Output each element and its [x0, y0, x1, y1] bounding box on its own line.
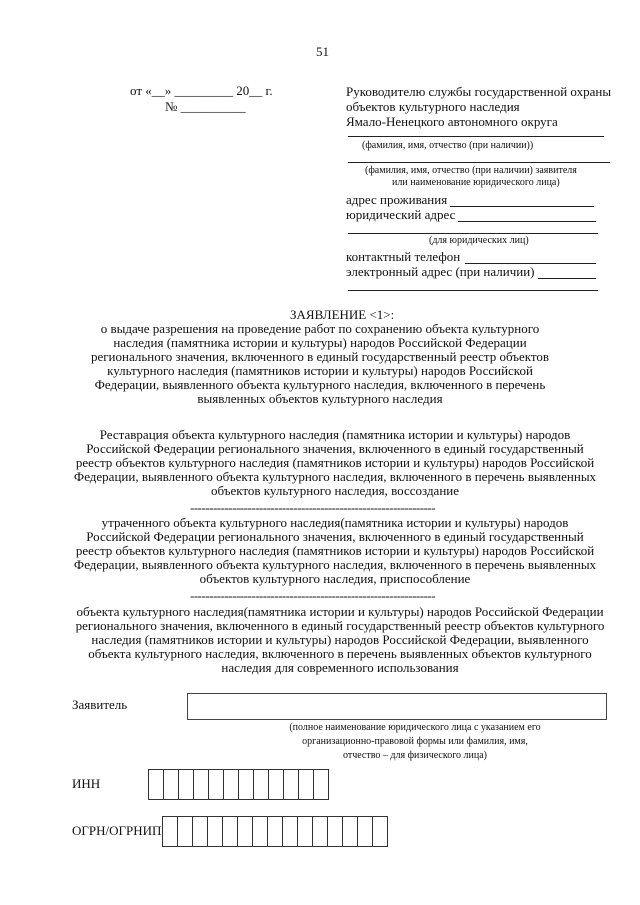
- recipient-line-1: Руководителю службы государственной охраны: [346, 84, 612, 99]
- subject-line: о выдаче разрешения на проведение работ по сохранению объекта культурного: [100, 321, 540, 336]
- work-type-adaptation: [0, 605, 640, 675]
- block-line: утраченного объекта культурного наследия(памятника истории и культуры) народов: [101, 515, 569, 530]
- block-line: объекта культурного наследия, включенного в перечень выявленных объектов культурного: [88, 646, 592, 661]
- block-line: объекта культурного наследия(памятника истории и культуры) народов Российской Федерации: [76, 604, 604, 619]
- ogrn-label: ОГРН/ОГРНИП: [72, 823, 162, 838]
- applicant-hint-line: отчество – для физического лица): [342, 750, 488, 761]
- block-line: Российской Федерации регионального значения, включенного в единый государственный: [86, 441, 584, 456]
- block-line: наследия (памятников истории и культуры) народов Российской Федерации, выявленного: [91, 632, 589, 647]
- ogrn-cell[interactable]: [192, 816, 208, 847]
- date-line: от «__» _________ 20__ г.: [130, 83, 273, 98]
- email-underline: [538, 278, 596, 279]
- ogrn-cell[interactable]: [162, 816, 178, 847]
- hint-applicant-2: или наименование юридического лица): [392, 177, 560, 188]
- extra-underline: [348, 290, 598, 291]
- inn-label: ИНН: [72, 776, 101, 791]
- fio-underline: [348, 136, 604, 137]
- subject-line: регионального значения, включенного в единый государственный реестр объектов: [90, 349, 550, 364]
- ogrn-cell[interactable]: [297, 816, 313, 847]
- ogrn-cell[interactable]: [222, 816, 238, 847]
- inn-cell[interactable]: [178, 769, 194, 800]
- ogrn-cell[interactable]: [312, 816, 328, 847]
- ogrn-cell[interactable]: [282, 816, 298, 847]
- ogrn-cell[interactable]: [252, 816, 268, 847]
- ogrn-cell[interactable]: [267, 816, 283, 847]
- number-line: № __________: [165, 99, 246, 114]
- block-line: наследия для современного использования: [221, 660, 459, 675]
- address-label: адрес проживания: [346, 192, 448, 207]
- inn-cell[interactable]: [313, 769, 329, 800]
- applicant-fio-underline: [348, 162, 610, 163]
- address-underline: [450, 206, 594, 207]
- legal-address-label: юридический адрес: [346, 207, 456, 222]
- ogrn-cell[interactable]: [237, 816, 253, 847]
- subject-line: выявленных объектов культурного наследия: [197, 391, 443, 406]
- recipient-line-3: Ямало-Ненецкого автономного округа: [346, 114, 558, 129]
- applicant-field[interactable]: [187, 693, 607, 720]
- inn-cell[interactable]: [298, 769, 314, 800]
- statement-heading: ЗАЯВЛЕНИЕ <1>:: [290, 307, 395, 322]
- inn-cell[interactable]: [193, 769, 209, 800]
- inn-cell[interactable]: [208, 769, 224, 800]
- block-line: Российской Федерации регионального значения, включенного в единый государственный: [86, 529, 584, 544]
- separator-2: ----------------------------------------------------------------: [190, 588, 436, 603]
- applicant-hint-line: организационно-правовой формы или фамилия, имя,: [302, 736, 528, 747]
- statement-subject: [0, 322, 640, 406]
- email-label: электронный адрес (при наличии): [346, 264, 535, 279]
- block-line: объектов культурного наследия, воссоздание: [210, 483, 460, 498]
- inn-cells[interactable]: [148, 769, 328, 800]
- inn-cell[interactable]: [163, 769, 179, 800]
- hint-legal: (для юридических лиц): [429, 235, 529, 246]
- phone-label: контактный телефон: [346, 249, 461, 264]
- block-line: Федерации, выявленного объекта культурного наследия, включенного в перечень выявленных: [73, 557, 597, 572]
- hint-fio: (фамилия, имя, отчество (при наличии)): [362, 140, 534, 151]
- block-line: реестр объектов культурного наследия (памятников истории и культуры) народов Российской: [75, 455, 595, 470]
- applicant-label: Заявитель: [72, 697, 128, 712]
- applicant-hint-line: (полное наименование юридического лица с указанием его: [289, 722, 541, 733]
- inn-cell[interactable]: [253, 769, 269, 800]
- block-line: реестр объектов культурного наследия (памятников истории и культуры) народов Российской: [75, 543, 595, 558]
- recipient-line-2: объектов культурного наследия: [346, 99, 520, 114]
- hint-applicant-1: (фамилия, имя, отчество (при наличии) заявителя: [365, 165, 577, 176]
- block-line: Федерации, выявленного объекта культурного наследия, включенного в перечень выявленных: [73, 469, 597, 484]
- separator-1: ----------------------------------------------------------------: [190, 500, 436, 515]
- inn-cell[interactable]: [268, 769, 284, 800]
- inn-cell[interactable]: [238, 769, 254, 800]
- work-type-restoration: [0, 428, 640, 498]
- block-line: объектов культурного наследия, приспособление: [199, 571, 471, 586]
- subject-line: наследия (памятника истории и культуры) народов Российской Федерации: [113, 335, 527, 350]
- block-line: регионального значения, включенного в единый государственный реестр объектов культурного: [75, 618, 605, 633]
- page-number: 51: [316, 44, 329, 59]
- subject-line: Федерации, выявленного объекта культурного наследия, включенного в перечень: [94, 377, 546, 392]
- ogrn-cell[interactable]: [372, 816, 388, 847]
- work-type-recreation: [0, 516, 640, 586]
- inn-cell[interactable]: [148, 769, 164, 800]
- subject-line: культурного наследия (памятников истории и культуры) народов Российской: [107, 363, 533, 378]
- ogrn-cell[interactable]: [327, 816, 343, 847]
- block-line: Реставрация объекта культурного наследия (памятника истории и культуры) народов: [99, 427, 571, 442]
- applicant-hint: [250, 721, 580, 763]
- inn-cell[interactable]: [223, 769, 239, 800]
- ogrn-cell[interactable]: [207, 816, 223, 847]
- legal-extra-underline: [348, 233, 598, 234]
- ogrn-cell[interactable]: [177, 816, 193, 847]
- ogrn-cell[interactable]: [342, 816, 358, 847]
- inn-cell[interactable]: [283, 769, 299, 800]
- ogrn-cell[interactable]: [357, 816, 373, 847]
- legal-address-underline: [458, 221, 596, 222]
- ogrn-cells[interactable]: [162, 816, 387, 847]
